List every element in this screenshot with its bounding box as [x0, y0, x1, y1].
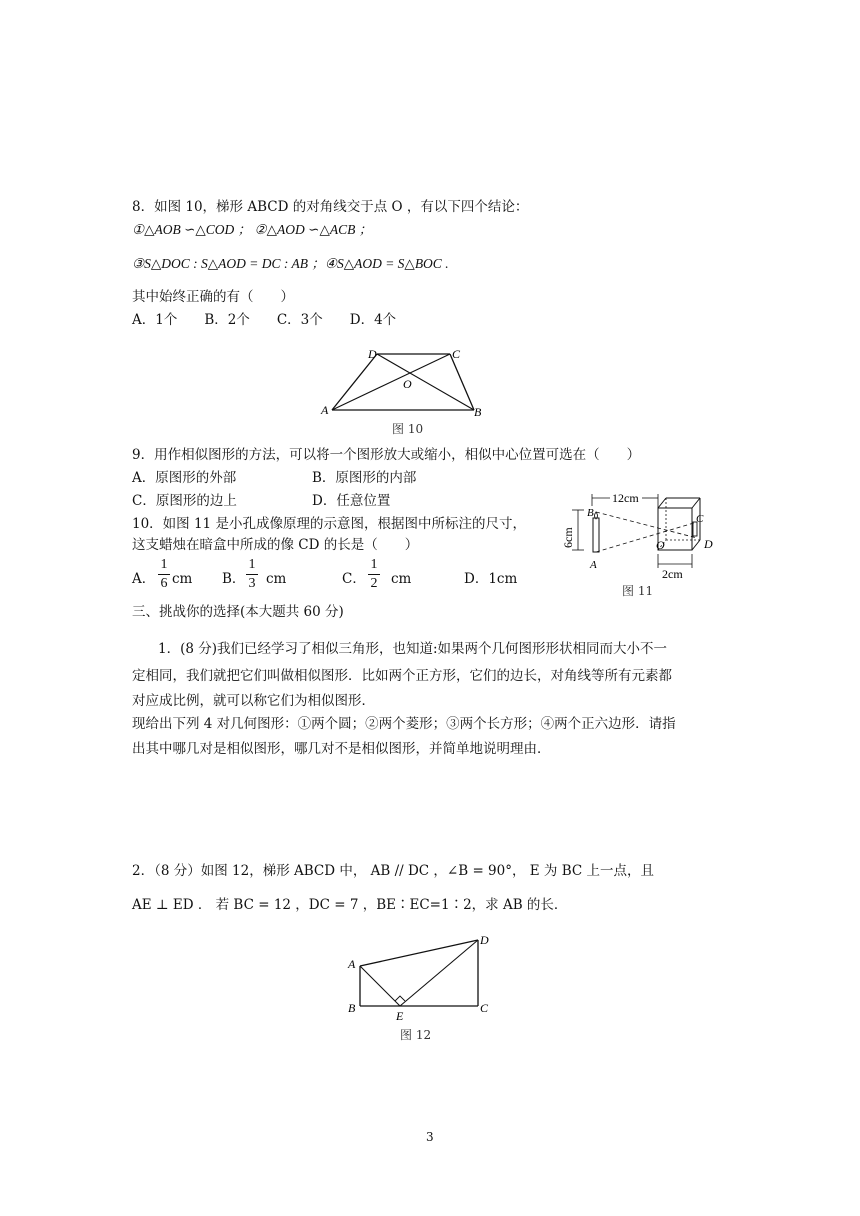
fig11-label-o: O [656, 538, 665, 552]
q8-question: 其中始终正确的有（ ） [132, 289, 294, 305]
q10-option-a-unit: cm [172, 571, 193, 587]
q9-option-c: C．原图形的边上 [132, 493, 237, 509]
q10-stem-line1: 10．如图 11 是小孔成像原理的示意图，根据图中所标注的尺寸， [132, 516, 526, 532]
section-3-heading: 三、挑战你的选择(本大题共 60 分) [132, 604, 344, 620]
q10-option-c-unit: cm [391, 571, 412, 587]
fig11-label-c: C [696, 513, 704, 525]
q10-option-a-numerator: 1 [160, 557, 168, 572]
q9-option-a: A．原图形的外部 [132, 470, 237, 486]
page-number: 3 [426, 1130, 434, 1144]
fig11-dim-12cm: 12cm [612, 491, 639, 505]
fig11-label-d: D [704, 537, 713, 551]
q10-option-b-numerator: 1 [248, 557, 256, 572]
q10-option-c-numerator: 1 [370, 557, 378, 572]
fig11-dim-6cm: 6cm [561, 527, 575, 548]
q10-option-b-denominator: 3 [248, 576, 256, 591]
p1-line5: 出其中哪几对是相似图形，哪几对不是相似图形，并简单地说明理由． [132, 741, 551, 757]
p1-line1: 1．(8 分)我们已经学习了相似三角形，也知道:如果两个几何图形形状相同而大小不一 [158, 641, 668, 657]
q10-option-b-label: B． [222, 571, 246, 587]
fig11-label-a: A [590, 559, 597, 571]
q10-option-b-fraction [246, 557, 258, 592]
fig12-label-a: A [348, 957, 356, 971]
q8-conclusions-1-2: ①△AOB ∽△COD ； ②△AOD ∽△ACB ； [132, 222, 373, 237]
q10-option-a-label: A． [132, 571, 156, 587]
fig11-label-b: B [587, 507, 594, 519]
fig10-label-d: D [368, 347, 377, 361]
q8-stem: 8．如图 10，梯形 ABCD 的对角线交于点 O ，有以下四个结论： [132, 199, 529, 215]
figure-12-caption: 图 12 [400, 1028, 432, 1042]
q10-option-d: D．1cm [464, 571, 518, 587]
figure-10-caption: 图 10 [392, 422, 424, 436]
q8-conclusions-3-4: ③S△DOC : S△AOD = DC : AB ；④S△AOD = S△BOC . [132, 256, 449, 271]
q8-options: A．1个 B．2个 C．3个 D．4个 [132, 312, 397, 328]
q10-stem-line2: 这支蜡烛在暗盒中所成的像 CD 的长是（ ） [132, 537, 419, 553]
fig11-dim-2cm: 2cm [662, 567, 683, 580]
fig12-label-c: C [480, 1001, 489, 1015]
p1-line2: 定相同，我们就把它们叫做相似图形．比如两个正方形，它们的边长，对角线等所有元素都 [132, 668, 672, 684]
fig12-label-b: B [348, 1001, 356, 1015]
q10-option-a-fraction [158, 557, 170, 592]
fig10-label-b: B [474, 405, 482, 419]
q10-option-c-fraction [368, 557, 380, 592]
q9-option-d: D．任意位置 [312, 493, 391, 509]
fig12-label-e: E [396, 1009, 404, 1023]
q10-option-a-denominator: 6 [160, 576, 168, 591]
fig10-label-c: C [452, 347, 461, 361]
figure-12-right-trapezoid [340, 928, 500, 1026]
fig10-label-o: O [403, 377, 412, 391]
q10-option-c-denominator: 2 [370, 576, 378, 591]
q9-option-b: B．原图形的内部 [312, 470, 417, 486]
p2-line1: 2．（8 分）如图 12，梯形 ABCD 中， AB // DC ，∠B = 90°， E 为 BC 上一点，且 [132, 863, 655, 879]
figure-11-pinhole-camera [560, 488, 740, 580]
figure-11-caption: 图 11 [622, 584, 654, 598]
p2-line2: AE ⊥ ED ． 若 BC = 12 ，DC = 7 ，BE∶EC=1∶2，求 AB 的长． [132, 897, 568, 913]
p1-line4: 现给出下列 4 对几何图形：①两个圆；②两个菱形；③两个长方形；④两个正六边形．请指 [132, 716, 676, 732]
q10-option-b-unit: cm [266, 571, 287, 587]
fig10-label-a: A [321, 403, 329, 417]
fig12-label-d: D [480, 933, 489, 947]
q9-stem: 9．用作相似图形的方法，可以将一个图形放大或缩小，相似中心位置可选在（ ） [132, 447, 641, 463]
p1-line3: 对应成比例，就可以称它们为相似图形． [132, 693, 375, 709]
q10-option-c-label: C． [342, 571, 366, 587]
